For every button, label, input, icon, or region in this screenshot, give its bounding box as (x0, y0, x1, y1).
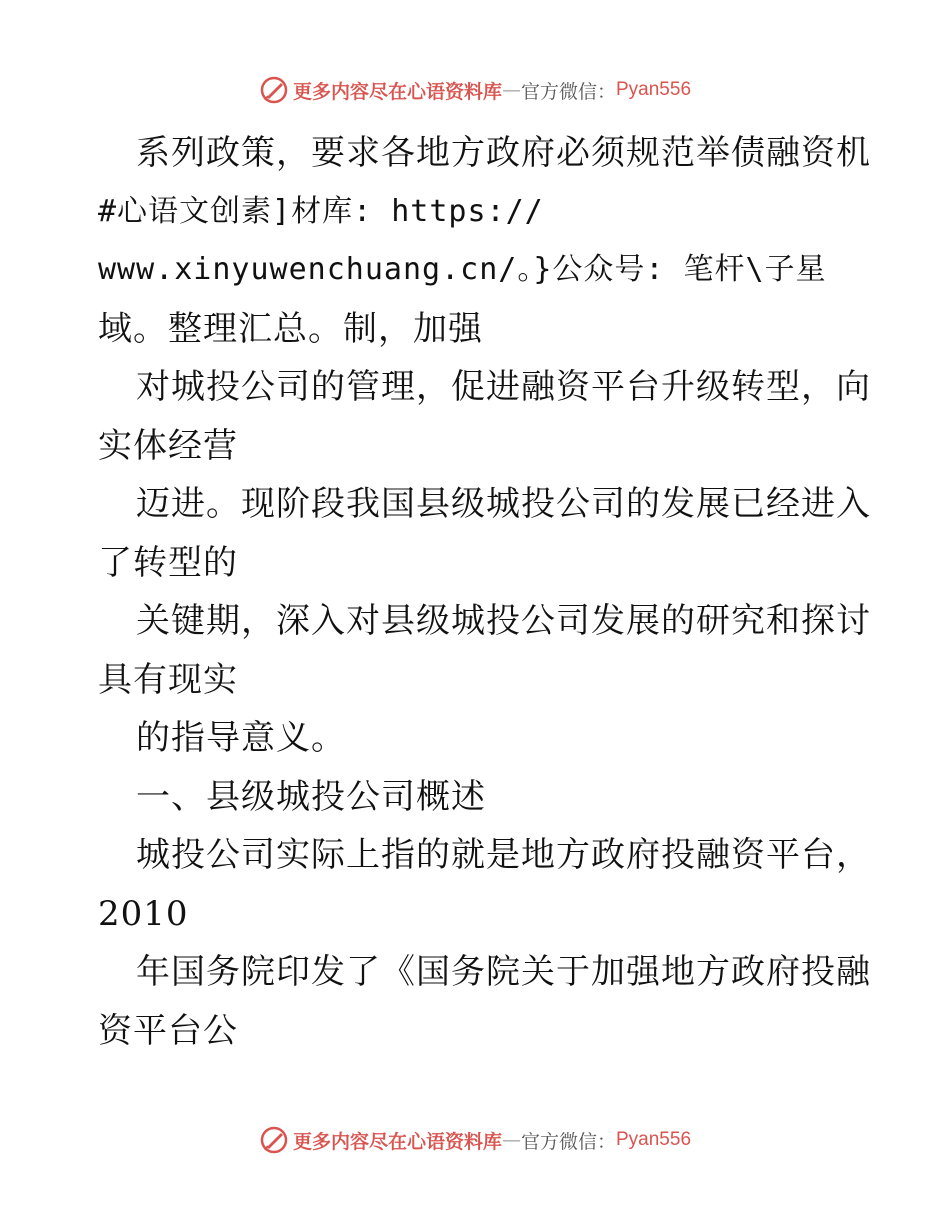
section-heading: 一、县级城投公司概述 (136, 776, 486, 817)
text-line: 资平台公 (98, 1010, 238, 1051)
text-line: 对城投公司的管理，促进融资平台升级转型，向 (136, 367, 871, 407)
text-line: 城投公司实际上指的就是地方政府投融资平台， (136, 835, 871, 875)
text-line: #心语文创素]材库: https:// (98, 193, 544, 229)
quill-logo-icon (259, 75, 289, 105)
text-line: 系列政策，要求各地方政府必须规范举债融资机 (136, 133, 871, 173)
quill-logo-icon (259, 1125, 289, 1155)
text-line: 实体经营 (98, 425, 238, 466)
text-line: 域。整理汇总。制，加强 (98, 308, 483, 349)
text-line: 的指导意义。 (136, 718, 346, 758)
text-line: 关键期，深入对县级城投公司发展的研究和探讨 (136, 601, 871, 641)
banner-wechat-id: Pyan556 (616, 79, 692, 100)
banner-separator: — (501, 79, 521, 101)
text-line: 2010 (98, 893, 189, 934)
banner-separator: — (501, 1129, 521, 1151)
document-body (98, 124, 871, 1060)
text-line: 年国务院印发了《国务院关于加强地方政府投融 (136, 952, 871, 992)
text-line: 迈进。现阶段我国县级城投公司的发展已经进入 (136, 484, 871, 524)
text-line: 了转型的 (98, 542, 238, 583)
banner-wechat-id: Pyan556 (616, 1129, 692, 1150)
text-line: www.xinyuwenchuang.cn/。}公众号: 笔杆\子星 (98, 252, 827, 287)
banner-wechat-label: 官方微信： (520, 80, 616, 103)
banner-wechat-label: 官方微信： (520, 1130, 616, 1153)
banner-text: 更多内容尽在心语资料库 (292, 80, 502, 103)
header-watermark (0, 70, 950, 110)
text-line: 具有现实 (98, 659, 238, 700)
footer-watermark (0, 1120, 950, 1160)
banner-text: 更多内容尽在心语资料库 (292, 1130, 502, 1153)
